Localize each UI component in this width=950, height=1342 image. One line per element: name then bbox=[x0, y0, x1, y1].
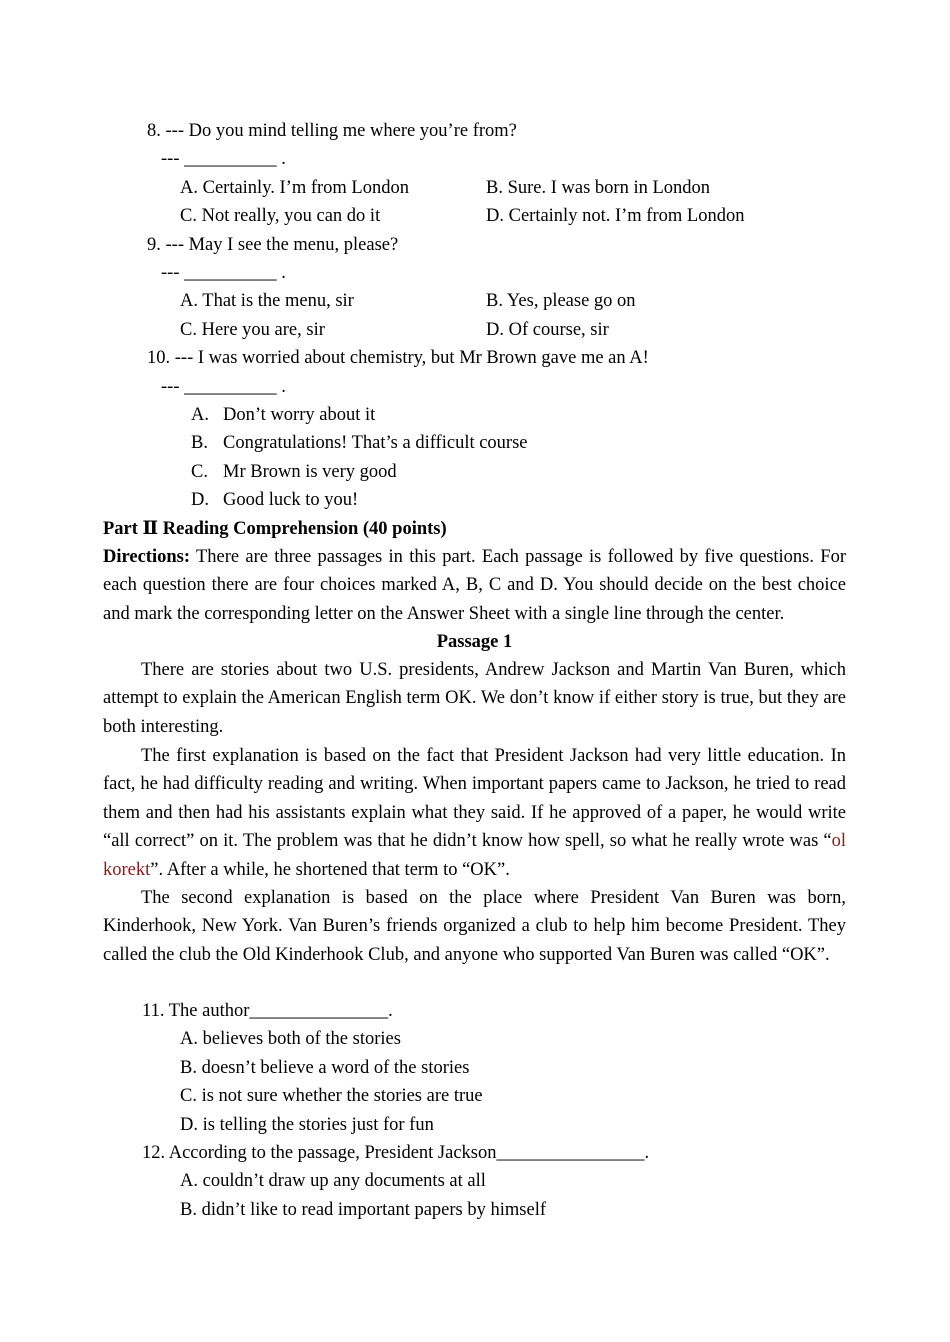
q9-option-a: A. That is the menu, sir bbox=[180, 291, 354, 311]
q9-option-d: D. Of course, sir bbox=[486, 320, 609, 340]
q8-stem: 8. --- Do you mind telling me where you’re from? bbox=[147, 121, 517, 141]
passage-paragraph-1: There are stories about two U.S. presidents, Andrew Jackson and Martin Van Buren, which attempt to explain the American English term OK. We don’t know if either story is true, but they are both interesting. bbox=[103, 660, 846, 737]
q10-option-d bbox=[191, 486, 358, 514]
q11-option-b: B. doesn’t believe a word of the stories bbox=[180, 1058, 470, 1078]
directions-label: Directions: bbox=[103, 547, 190, 567]
q9-stem: 9. --- May I see the menu, please? bbox=[147, 235, 399, 255]
q11-option-c: C. is not sure whether the stories are true bbox=[180, 1086, 483, 1106]
part2-heading: Part Ⅱ Reading Comprehension (40 points) bbox=[103, 519, 447, 539]
directions-text: There are three passages in this part. Each passage is followed by five questions. For each question there are four choices marked A, B, C and D. You should decide on the best choice and mark the corresponding letter on the Answer Sheet with a single line through the center. bbox=[103, 547, 846, 624]
option-text: Mr Brown is very good bbox=[223, 462, 397, 482]
option-text: Don’t worry about it bbox=[223, 405, 376, 425]
passage-title: Passage 1 bbox=[436, 632, 513, 652]
passage-paragraph-2 bbox=[103, 742, 846, 884]
q12-option-a: A. couldn’t draw up any documents at all bbox=[180, 1171, 486, 1191]
option-label: D. bbox=[191, 490, 209, 510]
q8-option-d: D. Certainly not. I’m from London bbox=[486, 206, 745, 226]
q11-option-a: A. believes both of the stories bbox=[180, 1029, 401, 1049]
q10-option-b bbox=[191, 429, 528, 457]
passage-paragraph-3: The second explanation is based on the place where President Van Buren was born, Kinderhook, New York. Van Buren’s friends organized a club to help him become President. They called the club the Old Kinderhook Club, and anyone who supported Van Buren was called “OK”. bbox=[103, 888, 846, 965]
q12-stem: 12. According to the passage, President Jackson________________. bbox=[142, 1143, 650, 1163]
highlighted-term: ol korekt bbox=[103, 831, 846, 880]
q9-option-b: B. Yes, please go on bbox=[486, 291, 636, 311]
option-label: A. bbox=[191, 405, 209, 425]
q12-option-b: B. didn’t like to read important papers by himself bbox=[180, 1200, 546, 1220]
q9-option-c: C. Here you are, sir bbox=[180, 320, 325, 340]
part2-directions bbox=[103, 543, 846, 628]
q8-option-c: C. Not really, you can do it bbox=[180, 206, 381, 226]
q8-option-b: B. Sure. I was born in London bbox=[486, 178, 711, 198]
q10-reply: --- __________ . bbox=[161, 377, 286, 397]
option-text: Congratulations! That’s a difficult course bbox=[223, 433, 528, 453]
paragraph-2-text-end: ”. After a while, he shortened that term to “OK”. bbox=[150, 859, 510, 880]
q8-option-a: A. Certainly. I’m from London bbox=[180, 178, 409, 198]
q11-stem: 11. The author_______________. bbox=[142, 1001, 393, 1021]
option-text: Good luck to you! bbox=[223, 490, 359, 510]
q9-reply: --- __________ . bbox=[161, 263, 286, 283]
option-label: C. bbox=[191, 462, 208, 482]
q10-stem: 10. --- I was worried about chemistry, but Mr Brown gave me an A! bbox=[147, 348, 649, 368]
paragraph-2-text: The first explanation is based on the fact that President Jackson had very little education. In fact, he had difficulty reading and writing. When important papers came to Jackson, he tried to read them and then had his assistants explain what they said. If he approved of a paper, he would write “all correct” on it. The problem was that he didn’t know how spell, so what he really wrote was “ bbox=[103, 746, 846, 852]
option-label: B. bbox=[191, 433, 208, 453]
q11-option-d: D. is telling the stories just for fun bbox=[180, 1115, 434, 1135]
q8-reply: --- __________ . bbox=[161, 149, 286, 169]
q10-option-a bbox=[191, 401, 375, 429]
q10-option-c bbox=[191, 458, 397, 486]
